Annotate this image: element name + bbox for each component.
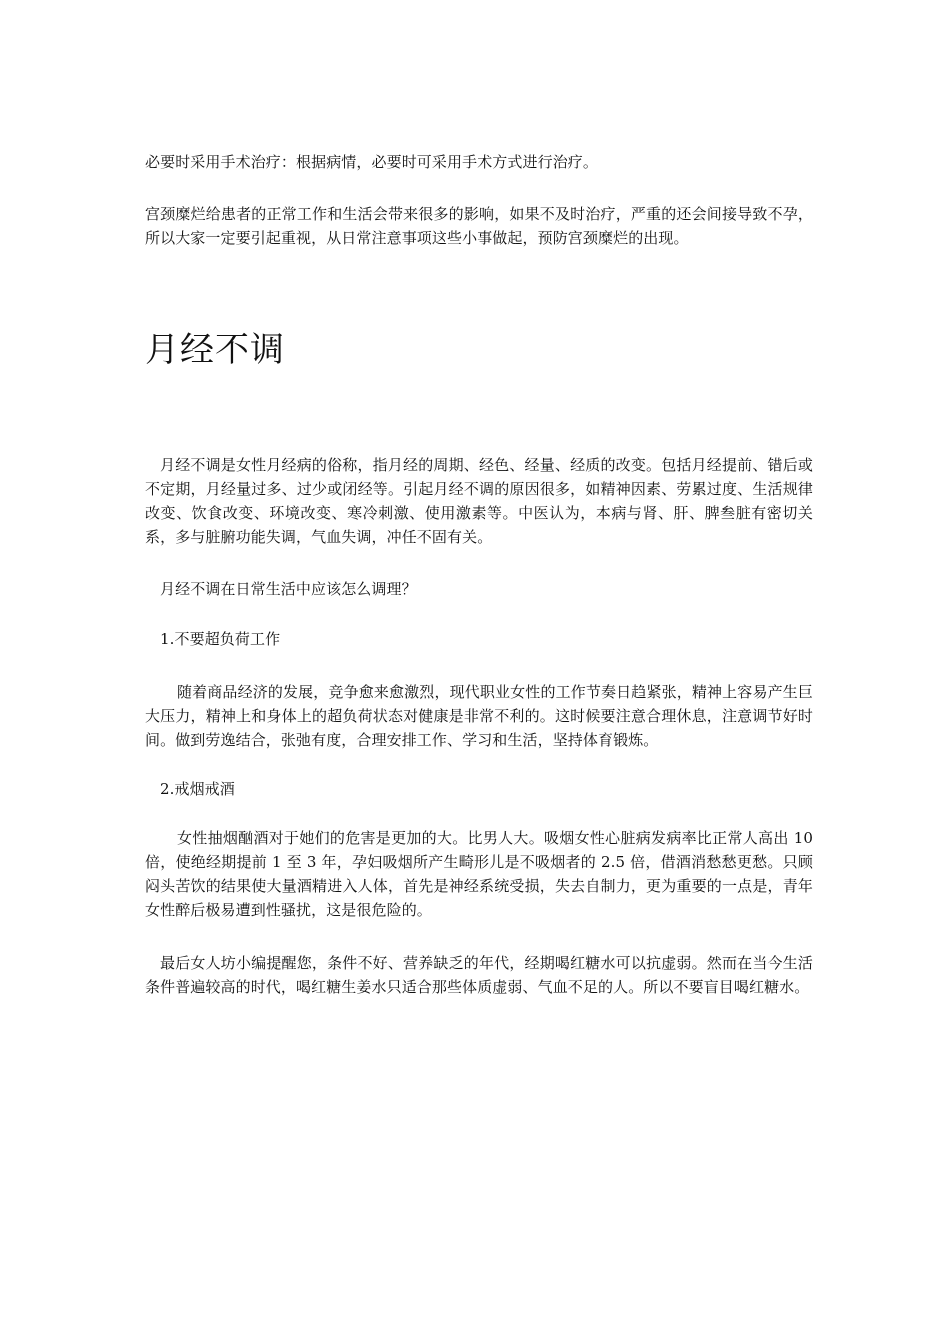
paragraph-definition: 月经不调是女性月经病的俗称，指月经的周期、经色、经量、经质的改变。包括月经提前、错后或不定期，月经量过多、过少或闭经等。引起月经不调的原因很多，如精神因素、劳累过度、生活规律改变、饮食改变、环境改变、寒冷刺激、使用激素等。中医认为，本病与肾、肝、脾叁脏有密切关系，多与脏腑功能失调，气血失调，冲任不固有关。 xyxy=(145,456,813,546)
list-item-title-1: 1.不要超负荷工作 xyxy=(160,630,281,648)
list-item-title-2: 2.戒烟戒酒 xyxy=(160,780,235,798)
list-item-body-2: 女性抽烟酗酒对于她们的危害是更加的大。比男人大。吸烟女性心脏病发病率比正常人高出 10 倍，使绝经期提前 1 至 3 年，孕妇吸烟所产生畸形儿是不吸烟者的 2.5 倍，借酒消愁愁更愁。只顾闷头苦饮的结果使大量酒精进入人体，首先是神经系统受损，失去自制力，更为重要的一点是，青年女性醉后极易遭到性骚扰，这是很危险的。 xyxy=(145,829,813,919)
paragraph-surgery-treatment: 必要时采用手术治疗：根据病情，必要时可采用手术方式进行治疗。 xyxy=(145,153,599,171)
list-item-body-1: 随着商品经济的发展，竞争愈来愈激烈，现代职业女性的工作节奏日趋紧张，精神上容易产生巨大压力，精神上和身体上的超负荷状态对健康是非常不利的。这时候要注意合理休息，注意调节好时间。做到劳逸结合，张弛有度，合理安排工作、学习和生活，坚持体育锻炼。 xyxy=(145,683,813,749)
paragraph-question: 月经不调在日常生活中应该怎么调理？ xyxy=(160,580,417,598)
paragraph-cervical-erosion-impact: 宫颈糜烂给患者的正常工作和生活会带来很多的影响，如果不及时治疗，严重的还会间接导致不孕，所以大家一定要引起重视，从日常注意事项这些小事做起，预防宫颈糜烂的出现。 xyxy=(145,205,813,247)
paragraph-closing: 最后女人坊小编提醒您，条件不好、营养缺乏的年代，经期喝红糖水可以抗虚弱。然而在当今生活条件普遍较高的时代，喝红糖生姜水只适合那些体质虚弱、气血不足的人。所以不要盲目喝红糖水。 xyxy=(145,954,813,996)
section-heading: 月经不调 xyxy=(145,330,285,370)
